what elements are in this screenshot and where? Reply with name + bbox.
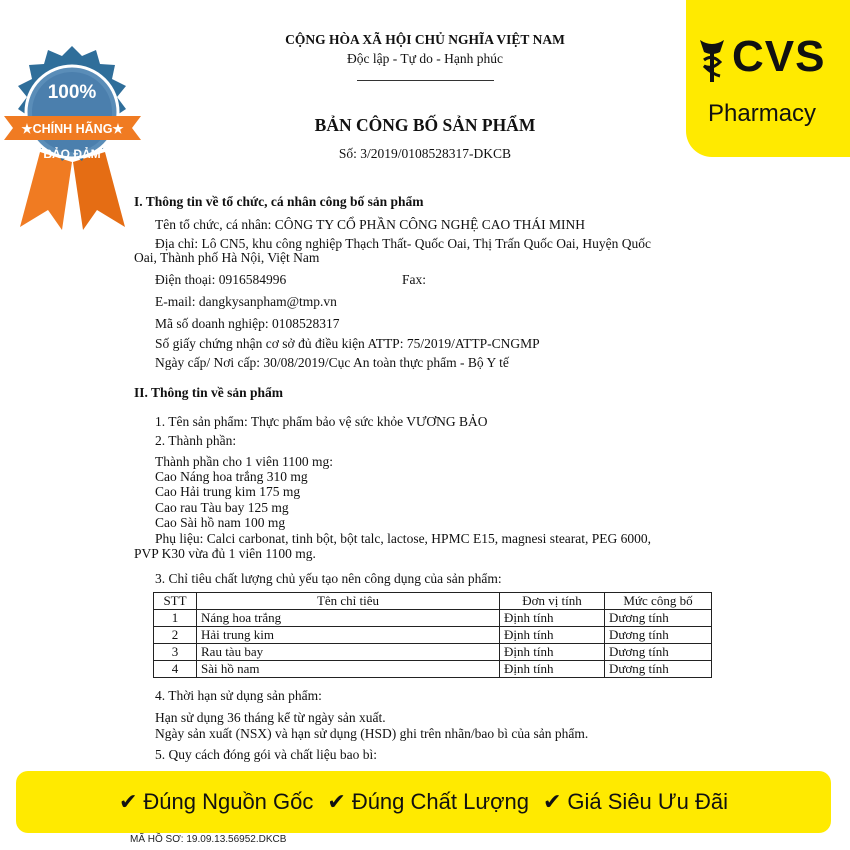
ingredient-line: Cao Hải trung kim 175 mg — [155, 484, 301, 499]
address-line-1: Địa chỉ: Lô CN5, khu công nghiệp Thạch Thất- Quốc Oai, Thị Trấn Quốc Oai, Huyện Quốc — [155, 236, 652, 251]
pharmacy-caduceus-icon — [696, 34, 728, 84]
badge-percent: 100% — [47, 82, 97, 103]
table-cell: Náng hoa trắng — [197, 610, 500, 627]
certificate: Số giấy chứng nhận cơ sở đủ điều kiện ATTP: 75/2019/ATTP-CNGMP — [155, 336, 540, 351]
promo-label: Đúng Chất Lượng — [351, 789, 529, 814]
country-heading: CỘNG HÒA XÃ HỘI CHỦ NGHĨA VIỆT NAM — [285, 32, 565, 47]
section-2-heading: II. Thông tin về sản phẩm — [134, 385, 284, 400]
section-1-heading: I. Thông tin về tổ chức, cá nhân công bố sản phẩm — [134, 194, 424, 209]
fax: Fax: — [402, 272, 427, 287]
shelf-life-heading: 4. Thời hạn sử dụng sản phẩm: — [155, 688, 322, 703]
quality-table — [153, 592, 712, 678]
table-cell: 4 — [154, 661, 197, 678]
table-cell: 2 — [154, 627, 197, 644]
table-cell: 1 — [154, 610, 197, 627]
table-row — [154, 644, 712, 661]
table-header-cell: Đơn vị tính — [500, 593, 605, 610]
table-cell: Rau tàu bay — [197, 644, 500, 661]
brand-subtitle: Pharmacy — [708, 100, 817, 127]
table-header-cell: Mức công bố — [605, 593, 712, 610]
table-row — [154, 610, 712, 627]
promo-bar — [16, 771, 831, 833]
divider — [357, 80, 494, 81]
table-header-row — [154, 593, 712, 610]
issued: Ngày cấp/ Nơi cấp: 30/08/2019/Cục An toàn thực phẩm - Bộ Y tế — [155, 355, 509, 370]
badge-ribbon-text: ★CHÍNH HÃNG★ — [21, 122, 124, 136]
ingredient-line: Thành phần cho 1 viên 1100 mg: — [155, 454, 333, 469]
quality-heading: 3. Chỉ tiêu chất lượng chủ yếu tạo nên công dụng của sản phẩm: — [155, 571, 502, 586]
ingredients-heading: 2. Thành phần: — [155, 433, 237, 448]
table-cell: Dương tính — [605, 661, 712, 678]
ingredient-line: Cao Náng hoa trắng 310 mg — [155, 469, 308, 484]
genuine-badge — [0, 32, 145, 232]
address-line-2: Oai, Thành phố Hà Nội, Việt Nam — [134, 250, 320, 265]
table-cell: Định tính — [500, 610, 605, 627]
shelf-life-line: Ngày sản xuất (NSX) và hạn sử dụng (HSD) ghi trên nhãn/bao bì của sản phẩm. — [155, 726, 589, 741]
brand-box — [686, 0, 850, 157]
ingredient-line: Phụ liệu: Calci carbonat, tinh bột, bột talc, lactose, HPMC E15, magnesi stearat, PEG 6000, — [155, 531, 652, 546]
promo-item — [119, 789, 313, 815]
packing-heading: 5. Quy cách đóng gói và chất liệu bao bì: — [155, 747, 377, 762]
table-header-cell: Tên chỉ tiêu — [197, 593, 500, 610]
motto: Độc lập - Tự do - Hạnh phúc — [347, 51, 503, 66]
document-title: BẢN CÔNG BỐ SẢN PHẨM — [314, 115, 536, 135]
table-cell: Sài hồ nam — [197, 661, 500, 678]
badge-icon — [0, 32, 145, 232]
table-cell: Định tính — [500, 627, 605, 644]
shelf-life-line: Hạn sử dụng 36 tháng kể từ ngày sản xuất. — [155, 710, 386, 725]
check-box-icon: ✔ — [327, 789, 346, 814]
table-cell: 3 — [154, 644, 197, 661]
table-cell: Dương tính — [605, 644, 712, 661]
ingredient-line: PVP K30 vừa đủ 1 viên 1100 mg. — [134, 546, 316, 561]
brand-logo: CVS — [732, 32, 826, 81]
document-number: Số: 3/2019/0108528317-DKCB — [338, 146, 512, 161]
dossier-code: MÃ HỒ SƠ: 19.09.13.56952.DKCB — [130, 834, 287, 845]
email: E-mail: dangkysanpham@tmp.vn — [155, 294, 337, 309]
table-cell: Dương tính — [605, 627, 712, 644]
org-name: Tên tổ chức, cá nhân: CÔNG TY CỔ PHẦN CÔNG NGHỆ CAO THÁI MINH — [155, 217, 586, 232]
promo-label: Giá Siêu Ưu Đãi — [567, 789, 729, 814]
check-box-icon: ✔ — [118, 789, 138, 814]
table-header-cell: STT — [154, 593, 197, 610]
ingredient-line: Cao rau Tàu bay 125 mg — [155, 500, 289, 515]
product-name: 1. Tên sản phẩm: Thực phẩm bảo vệ sức khỏe VƯƠNG BẢO — [155, 414, 488, 429]
table-cell: Hải trung kim — [197, 627, 500, 644]
badge-guarantee: BẢO ĐẢM — [43, 147, 101, 161]
table-row — [154, 661, 712, 678]
tax-code: Mã số doanh nghiệp: 0108528317 — [155, 316, 340, 331]
promo-item — [327, 789, 529, 815]
table-cell: Định tính — [500, 644, 605, 661]
promo-label: Đúng Nguồn Gốc — [143, 789, 314, 814]
table-cell: Định tính — [500, 661, 605, 678]
table-cell: Dương tính — [605, 610, 712, 627]
ingredient-line: Cao Sài hồ nam 100 mg — [155, 515, 286, 530]
check-box-icon: ✔ — [542, 789, 562, 814]
promo-item — [543, 789, 728, 815]
table-row — [154, 627, 712, 644]
phone: Điện thoại: 0916584996 — [155, 272, 287, 287]
